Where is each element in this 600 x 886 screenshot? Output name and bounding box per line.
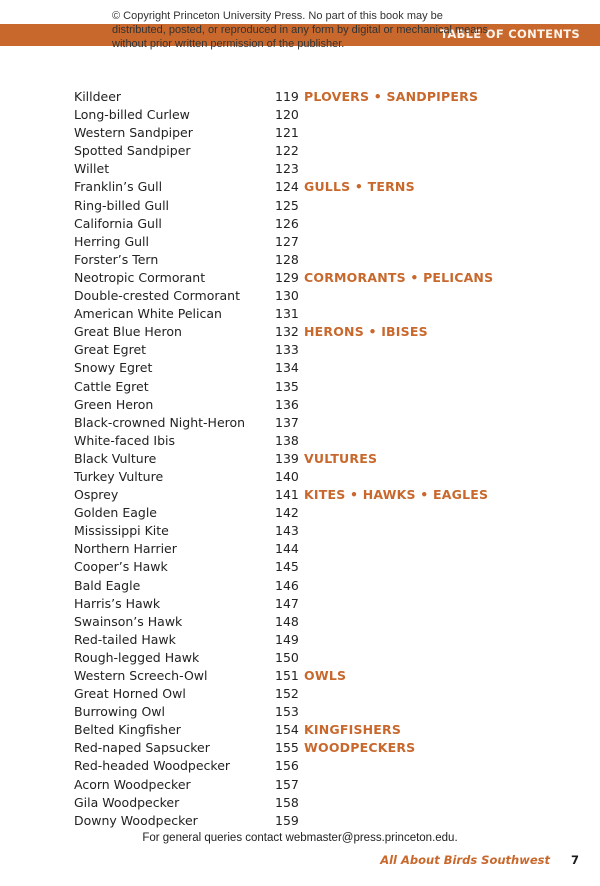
toc-entry-name: Great Blue Heron <box>74 324 182 340</box>
toc-entry-name: Neotropic Cormorant <box>74 269 206 285</box>
toc-row <box>74 305 574 323</box>
toc-row <box>74 577 574 595</box>
toc-section-heading: OWLS <box>304 668 347 683</box>
page-number: 7 <box>571 853 580 867</box>
toc-row <box>74 197 574 215</box>
running-footer-title: All About Birds Southwest <box>380 853 550 867</box>
toc-section-heading: KITES • HAWKS • EAGLES <box>304 487 489 503</box>
toc-entry-name: Turkey Vulture <box>74 468 164 484</box>
toc-entry-name: Spotted Sandpiper <box>74 143 191 159</box>
toc-entry-page: 156 <box>275 758 299 774</box>
toc-entry-name: Snowy Egret <box>74 360 153 376</box>
toc-entry-name: Burrowing Owl <box>74 704 165 720</box>
toc-entry-page: 123 <box>275 161 299 177</box>
toc-entry-name: California Gull <box>74 215 162 231</box>
toc-entry-page: 143 <box>275 523 299 539</box>
toc-section-heading: PLOVERS • SANDPIPERS <box>304 89 479 104</box>
toc-entry-page: 145 <box>275 559 299 575</box>
toc-entry-page: 124 <box>275 179 299 195</box>
toc-entry-page: 134 <box>275 360 299 376</box>
toc-entry-name: Harris’s Hawk <box>74 595 161 611</box>
toc-entry-page: 136 <box>275 396 299 412</box>
toc-entry-page: 140 <box>275 468 299 484</box>
toc-row <box>74 595 574 613</box>
toc-entry-page: 137 <box>275 414 299 430</box>
toc-entry-name: Green Heron <box>74 396 154 412</box>
toc-entry-name: Gila Woodpecker <box>74 794 180 810</box>
toc-entry-page: 141 <box>275 487 299 503</box>
toc-entry-page: 135 <box>275 378 299 394</box>
toc-entry-page: 155 <box>275 740 299 756</box>
toc-row <box>74 667 574 685</box>
toc-entry-name: Franklin’s Gull <box>74 179 163 195</box>
toc-entry-page: 148 <box>275 613 299 629</box>
toc-entry-name: Western Sandpiper <box>74 125 193 141</box>
toc-entry-page: 146 <box>275 577 299 593</box>
toc-entry-name: Mississippi Kite <box>74 523 169 539</box>
toc-entry-page: 139 <box>275 450 299 466</box>
toc-entry-page: 126 <box>275 215 299 231</box>
section-header-title: TABLE OF CONTENTS <box>440 27 580 41</box>
toc-row <box>74 124 574 142</box>
toc-entry-name: Killdeer <box>74 89 122 104</box>
toc-entry-page: 150 <box>275 649 299 665</box>
toc-entry-page: 154 <box>275 722 299 738</box>
toc-entry-name: White-faced Ibis <box>74 432 175 448</box>
toc-list <box>74 88 574 830</box>
toc-entry-page: 144 <box>275 541 299 557</box>
toc-entry-page: 142 <box>275 505 299 521</box>
toc-entry-name: Osprey <box>74 487 119 503</box>
toc-row <box>74 215 574 233</box>
toc-entry-name: Forster’s Tern <box>74 251 159 267</box>
toc-entry-name: Swainson’s Hawk <box>74 613 183 629</box>
toc-entry-name: Western Screech-Owl <box>74 668 208 683</box>
toc-row <box>74 486 574 504</box>
toc-entry-page: 127 <box>275 233 299 249</box>
toc-entry-page: 149 <box>275 631 299 647</box>
toc-entry-name: Golden Eagle <box>74 505 157 521</box>
toc-row <box>74 142 574 160</box>
toc-entry-name: Black-crowned Night-Heron <box>74 414 246 430</box>
toc-row <box>74 757 574 775</box>
toc-entry-page: 159 <box>275 812 299 828</box>
toc-row <box>74 359 574 377</box>
toc-row <box>74 396 574 414</box>
toc-row <box>74 468 574 486</box>
toc-entry-page: 132 <box>275 324 299 340</box>
copyright-notice: © Copyright Princeton University Press. No part of this book may be distributed, posted, or reproduced in any form by digital or mechanical means without prior written permission of the publisher. <box>112 10 489 50</box>
toc-row <box>74 504 574 522</box>
toc-row <box>74 88 574 106</box>
toc-entry-name: Red-tailed Hawk <box>74 631 176 647</box>
toc-row <box>74 414 574 432</box>
toc-row <box>74 341 574 359</box>
toc-row <box>74 776 574 794</box>
toc-section-heading: GULLS • TERNS <box>304 179 415 195</box>
toc-section-heading: WOODPECKERS <box>304 740 416 756</box>
toc-row <box>74 721 574 739</box>
toc-entry-page: 125 <box>275 197 299 213</box>
toc-entry-name: Northern Harrier <box>74 541 177 557</box>
toc-row <box>74 432 574 450</box>
toc-row <box>74 522 574 540</box>
toc-row <box>74 739 574 757</box>
toc-entry-page: 119 <box>275 89 299 104</box>
toc-entry-page: 151 <box>275 668 299 683</box>
toc-entry-name: Downy Woodpecker <box>74 812 198 828</box>
toc-entry-page: 152 <box>275 686 299 702</box>
toc-row <box>74 703 574 721</box>
toc-row <box>74 233 574 251</box>
toc-entry-name: Cooper’s Hawk <box>74 559 168 575</box>
toc-entry-name: Bald Eagle <box>74 577 141 593</box>
toc-entry-name: Red-headed Woodpecker <box>74 758 231 774</box>
toc-row <box>74 631 574 649</box>
toc-row <box>74 287 574 305</box>
toc-entry-page: 131 <box>275 306 299 322</box>
toc-entry-name: Rough-legged Hawk <box>74 649 200 665</box>
toc-entry-page: 153 <box>275 704 299 720</box>
toc-row <box>74 160 574 178</box>
toc-entry-name: Great Egret <box>74 342 147 358</box>
toc-row <box>74 450 574 468</box>
toc-section-heading: HERONS • IBISES <box>304 324 428 340</box>
toc-entry-page: 133 <box>275 342 299 358</box>
toc-entry-page: 120 <box>275 107 299 123</box>
toc-entry-page: 122 <box>275 143 299 159</box>
toc-row <box>74 178 574 196</box>
toc-entry-page: 157 <box>275 776 299 792</box>
toc-entry-name: American White Pelican <box>74 306 222 322</box>
toc-entry-name: Black Vulture <box>74 450 157 466</box>
toc-entry-page: 130 <box>275 288 299 304</box>
toc-entry-name: Willet <box>74 161 110 177</box>
toc-row <box>74 323 574 341</box>
toc-entry-page: 121 <box>275 125 299 141</box>
toc-row <box>74 812 574 830</box>
toc-row <box>74 540 574 558</box>
toc-entry-page: 147 <box>275 595 299 611</box>
toc-entry-page: 158 <box>275 794 299 810</box>
toc-entry-page: 138 <box>275 432 299 448</box>
toc-row <box>74 685 574 703</box>
toc-entry-name: Cattle Egret <box>74 378 149 394</box>
toc-row <box>74 269 574 287</box>
toc-row <box>74 106 574 124</box>
toc-entry-name: Belted Kingfisher <box>74 722 181 738</box>
toc-entry-name: Great Horned Owl <box>74 686 186 702</box>
toc-entry-name: Long-billed Curlew <box>74 107 190 123</box>
toc-row <box>74 794 574 812</box>
toc-entry-name: Herring Gull <box>74 233 150 249</box>
toc-row <box>74 649 574 667</box>
toc-section-heading: VULTURES <box>304 450 378 466</box>
toc-entry-name: Double-crested Cormorant <box>74 288 240 304</box>
toc-entry-name: Red-naped Sapsucker <box>74 740 210 756</box>
contact-line: For general queries contact webmaster@press.princeton.edu. <box>142 832 458 844</box>
toc-row <box>74 378 574 396</box>
toc-entry-page: 128 <box>275 251 299 267</box>
toc-entry-page: 129 <box>275 269 299 285</box>
toc-entry-name: Acorn Woodpecker <box>74 776 191 792</box>
toc-entry-name: Ring-billed Gull <box>74 197 170 213</box>
toc-row <box>74 251 574 269</box>
toc-row <box>74 558 574 576</box>
toc-row <box>74 613 574 631</box>
toc-section-heading: CORMORANTS • PELICANS <box>304 269 494 285</box>
toc-section-heading: KINGFISHERS <box>304 722 402 738</box>
